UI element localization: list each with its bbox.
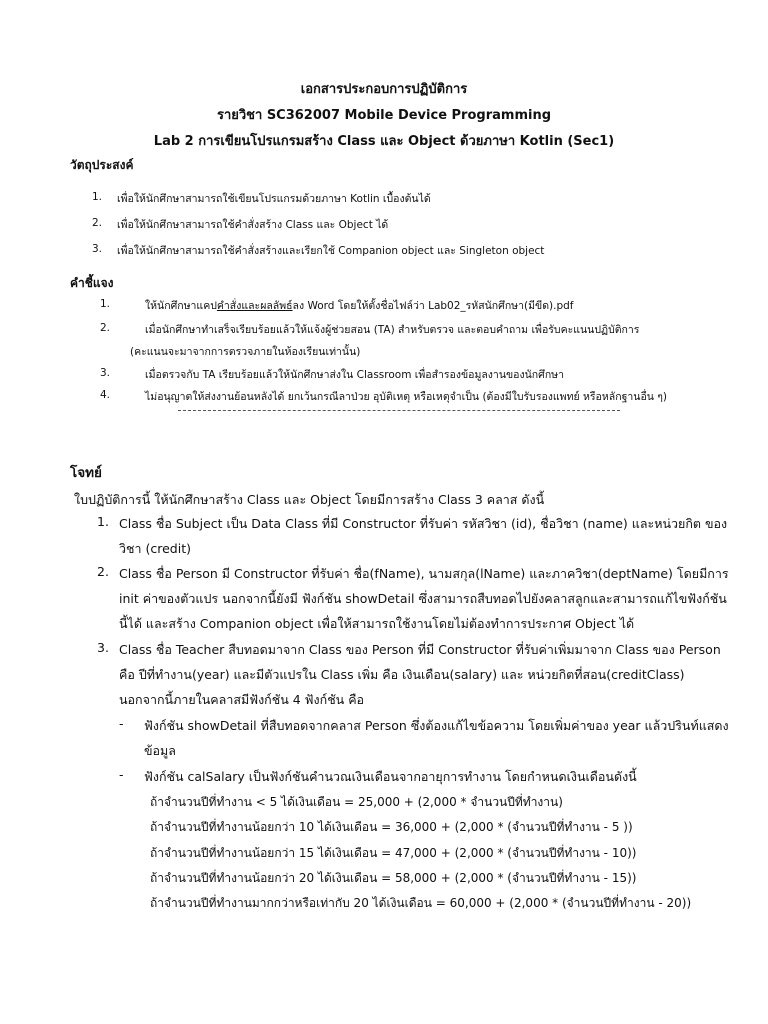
problem-number: 3. [97, 640, 109, 655]
bullet-item: ฟังก์ชัน calSalary เป็นฟังก์ชันคำนวณเงินเดือนจากอายุการทำงาน โดยกำหนดเงินเดือนดังนี้ [144, 769, 637, 784]
salary-rule: ถ้าจำนวนปีที่ทำงานน้อยกว่า 10 ได้เงินเดือน = 36,000 + (2,000 * (จำนวนปีที่ทำงาน - 5 )) [150, 820, 633, 834]
instructions-heading: คำชี้แจง [70, 276, 114, 290]
salary-rule: ถ้าจำนวนปีที่ทำงานน้อยกว่า 15 ได้เงินเดือน = 47,000 + (2,000 * (จำนวนปีที่ทำงาน - 10)) [150, 846, 637, 860]
problem-item-continued: คือ ปีที่ทำงาน(year) และมีตัวแปรใน Class เพิ่ม คือ เงินเดือน(salary) และ หน่วยกิตที่สอน(creditClass) [119, 667, 685, 682]
instruction-item [145, 297, 573, 314]
instruction-underlined-text: คำสั่งและผลลัพธ์ [216, 300, 293, 312]
problem-number: 2. [97, 564, 109, 579]
problem-item: Class ชื่อ Subject เป็น Data Class ที่มี Constructor ที่รับค่า รหัสวิชา (id), ชื่อวิชา (name) และหน่วยกิต ของ [119, 516, 728, 531]
divider [178, 410, 620, 411]
problem-heading: โจทย์ [70, 465, 102, 481]
instruction-number: 2. [100, 322, 111, 334]
doc-title: เอกสารประกอบการปฏิบัติการ [300, 82, 468, 97]
problem-item: Class ชื่อ Teacher สืบทอดมาจาก Class ของ Person ที่มี Constructor ที่รับค่าเพิ่มมาจาก Class ของ Person [119, 642, 721, 657]
instruction-item: เมื่อนักศึกษาทำเสร็จเรียบร้อยแล้วให้แจ้งผู้ช่วยสอน (TA) สำหรับตรวจ และตอบคำถาม เพื่อรับคะแนนปฏิบัติการ [145, 324, 640, 336]
objectives-heading: วัตถุประสงค์ [70, 158, 134, 172]
problem-item-continued: นอกจากนี้ภายในคลาสมีฟังก์ชัน 4 ฟังก์ชัน คือ [119, 692, 365, 707]
objective-item: เพื่อให้นักศึกษาสามารถใช้คำสั่งสร้าง Class และ Object ได้ [117, 219, 389, 231]
instruction-text: ลง Word โดยให้ตั้งชื่อไฟล์ว่า Lab02_รหัสนักศึกษา(มีขีด).pdf [292, 300, 574, 312]
bullet-dash: - [119, 767, 124, 782]
bullet-dash: - [119, 716, 124, 731]
problem-number: 1. [97, 514, 109, 529]
instruction-text: ให้นักศึกษาแคป [145, 300, 217, 312]
bullet-item: ฟังก์ชัน showDetail ที่สืบทอดจากคลาส Person ซึ่งต้องแก้ไขข้อความ โดยเพิ่มค่าของ year แล้วปรินท์แสดง [144, 718, 729, 733]
salary-rule: ถ้าจำนวนปีที่ทำงานมากกว่าหรือเท่ากับ 20 ได้เงินเดือน = 60,000 + (2,000 * (จำนวนปีที่ทำงาน - 20)) [150, 896, 692, 910]
objective-number: 1. [92, 191, 103, 203]
objective-item: เพื่อให้นักศึกษาสามารถใช้คำสั่งสร้างและเรียกใช้ Companion object และ Singleton object [117, 245, 545, 257]
problem-item-continued: init ค่าของตัวแปร นอกจากนี้ยังมี ฟังก์ชัน showDetail ซึ่งสามารถสืบทอดไปยังคลาสลูกและสามารถแก้ไขฟังก์ชัน [119, 591, 727, 606]
problem-intro: ใบปฏิบัติการนี้ ให้นักศึกษาสร้าง Class และ Object โดยมีการสร้าง Class 3 คลาส ดังนี้ [74, 492, 545, 507]
objective-item: เพื่อให้นักศึกษาสามารถใช้เขียนโปรแกรมด้วยภาษา Kotlin เบื้องต้นได้ [117, 193, 431, 205]
salary-rule: ถ้าจำนวนปีที่ทำงานน้อยกว่า 20 ได้เงินเดือน = 58,000 + (2,000 * (จำนวนปีที่ทำงาน - 15)) [150, 871, 637, 885]
bullet-item-continued: ข้อมูล [144, 743, 176, 758]
objective-number: 3. [92, 243, 103, 255]
instruction-number: 3. [100, 367, 111, 379]
problem-item-continued: นี้ได้ และสร้าง Companion object เพื่อให้สามารถใช้งานโดยไม่ต้องทำการประกาศ Object ได้ [119, 616, 635, 631]
instruction-number: 4. [100, 389, 111, 401]
lab-title: Lab 2 การเขียนโปรแกรมสร้าง Class และ Object ด้วยภาษา Kotlin (Sec1) [153, 134, 615, 149]
salary-rule: ถ้าจำนวนปีที่ทำงาน < 5 ได้เงินเดือน = 25,000 + (2,000 * จำนวนปีที่ทำงาน) [150, 795, 563, 809]
instruction-number: 1. [100, 298, 111, 310]
instruction-item: ไม่อนุญาตให้ส่งงานย้อนหลังได้ ยกเว้นกรณีลาป่วย อุบัติเหตุ หรือเหตุจำเป็น (ต้องมีใบรับรองแพทย์ หรือหลักฐานอื่น ๆ) [145, 391, 667, 403]
instruction-item: เมื่อตรวจกับ TA เรียบร้อยแล้วให้นักศึกษาส่งใน Classroom เพื่อสำรองข้อมูลงานของนักศึกษา [145, 369, 564, 381]
problem-item: Class ชื่อ Person มี Constructor ที่รับค่า ชื่อ(fName), นามสกุล(lName) และภาควิชา(deptName) โดยมีการ [119, 566, 729, 581]
instruction-item-continued: (คะแนนจะมาจากการตรวจภายในห้องเรียนเท่านั้น) [130, 346, 361, 358]
problem-item-continued: วิชา (credit) [119, 541, 191, 556]
course-title: รายวิชา SC362007 Mobile Device Programming [216, 108, 552, 123]
objective-number: 2. [92, 217, 103, 229]
